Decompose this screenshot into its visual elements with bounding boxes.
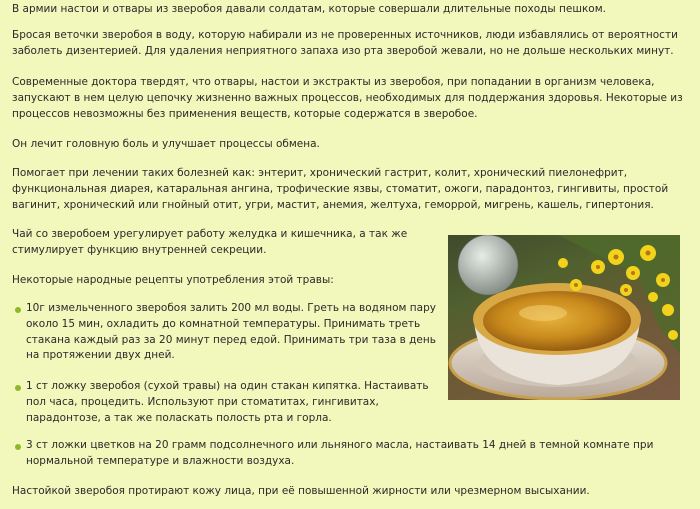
recipe-item-3: 3 ст ложки цветков на 20 грамм подсолнечного или льняного масла, настаивать 14 дней в темной комнате при нормальной температуре и влажности воздуха. bbox=[26, 439, 654, 467]
paragraph-3: Современные доктора твердят, что отвары, настои и экстракты из зверобоя, при попадании в организм человека, запускают в нем целую цепочку жизненно важных процессов, необходимых для поддержания здоровья. Некоторые из процессов невозможны без применения веществ, которые содержатся в зверобое. bbox=[12, 76, 683, 120]
recipe-item-2: 1 ст ложку зверобоя (сухой травы) на один стакан кипятка. Настаивать пол часа, процедить. Используют при стоматитах, гингивитах, парадонтозе, а так же поласкать полость рта и горла. bbox=[26, 380, 429, 424]
tea-cup-photo bbox=[448, 235, 680, 400]
paragraph-7: Некоторые народные рецепты употребления этой травы: bbox=[12, 274, 334, 286]
paragraph-6: Чай со зверобоем урегулирует работу желудка и кишечника, а так же стимулирует функцию внутренней секреции. bbox=[12, 228, 408, 256]
paragraph-5: Помогает при лечении таких болезней как: энтерит, хронический гастрит, колит, хронический пиелонефрит, функциональная диарея, катаральная ангина, трофические язвы, стоматит, ожоги, парадонтоз, гингивиты, простой вагинит, хронический или гнойный отит, угри, мастит, анемия, желтуха, геморрой, мигрень, кашель, гипертония. bbox=[12, 167, 669, 211]
paragraph-8: Настойкой зверобоя протирают кожу лица, при её повышенной жирности или чрезмерном высыхании. bbox=[12, 485, 590, 497]
bullet-icon bbox=[15, 307, 21, 313]
bullet-icon bbox=[15, 444, 21, 450]
paragraph-2: Бросая веточки зверобоя в воду, которую набирали из не проверенных источников, люди избавлялись от вероятности заболеть дизентерией. Для удаления неприятного запаха изо рта зверобой жевали, но не дольше нескольких минут. bbox=[12, 29, 678, 57]
recipe-item-1: 10г измельченного зверобоя залить 200 мл воды. Греть на водяном пару около 15 мин, охладить до комнатной температуры. Принимать треть стакана каждый раз за 20 минут перед едой. Принимать три таза в день на протяжении двух дней. bbox=[26, 302, 436, 362]
paragraph-4: Он лечит головную боль и улучшает процессы обмена. bbox=[12, 138, 320, 150]
paragraph-1: В армии настои и отвары из зверобоя давали солдатам, которые совершали длительные походы пешком. bbox=[12, 3, 606, 15]
bullet-icon bbox=[15, 385, 21, 391]
